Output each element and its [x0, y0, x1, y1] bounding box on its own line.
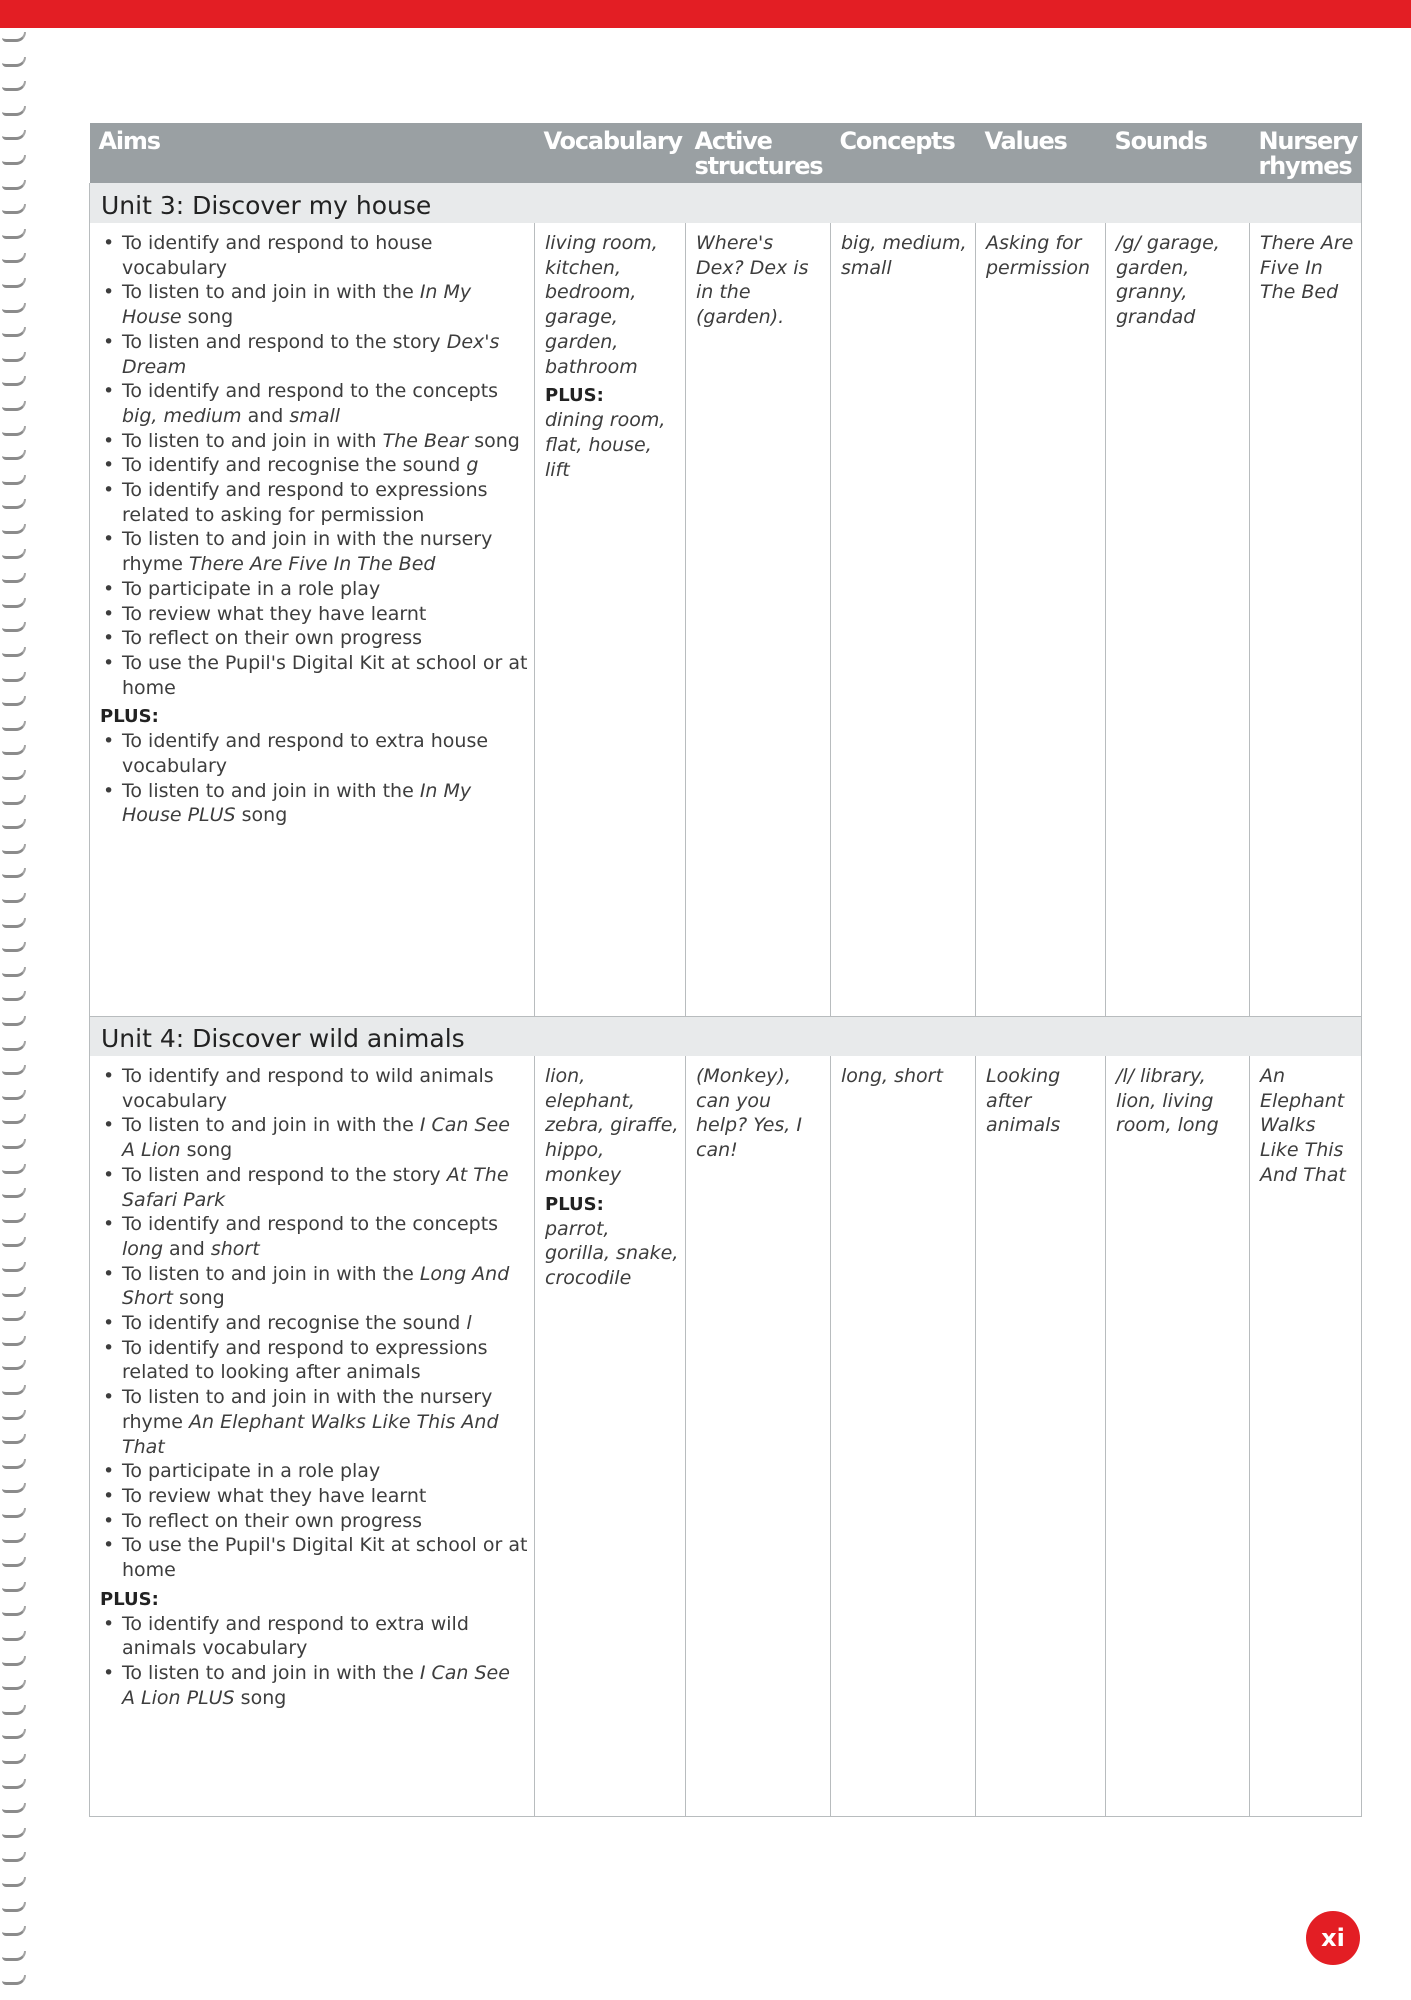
header-sounds: Sounds: [1106, 123, 1250, 183]
aim-text: To review what they have learnt: [122, 602, 427, 625]
aim-item: [100, 729, 528, 778]
aim-text: To listen to and join in with the nursery rhyme: [122, 1386, 493, 1433]
aim-item: [100, 1459, 528, 1484]
spiral-coil: [2, 229, 26, 239]
spiral-coil: [2, 1360, 26, 1370]
aim-item: [100, 1262, 528, 1311]
vocabulary-cell: [535, 1056, 686, 1816]
spiral-coil: [2, 598, 26, 608]
aim-text: To use the Pupil's Digital Kit at school or at home: [122, 1534, 528, 1582]
header-aims: Aims: [90, 123, 535, 183]
aim-text: To listen to and join in with the: [122, 1114, 420, 1137]
aim-text: To listen to and join in with the: [122, 1662, 420, 1685]
spiral-coil: [2, 745, 26, 755]
aim-title-text: The Bear: [382, 429, 469, 452]
aim-title-text: At The Safari Park: [122, 1163, 509, 1211]
aim-item: [100, 1163, 528, 1212]
aim-title-text: l: [466, 1312, 472, 1335]
aim-text: To listen to and join in with the: [122, 779, 420, 802]
aim-text: song: [468, 429, 520, 452]
spiral-coil: [2, 1533, 26, 1543]
aim-text: To identify and respond to expressions related to asking for permission: [122, 479, 488, 526]
spiral-coil: [2, 721, 26, 731]
spiral-coil: [2, 1410, 26, 1420]
aims-list: [100, 1064, 528, 1583]
spiral-coil: [2, 1631, 26, 1641]
spiral-coil: [2, 672, 26, 682]
aim-text: To participate in a role play: [122, 1460, 381, 1483]
spiral-coil: [2, 278, 26, 288]
aim-item: [100, 453, 528, 478]
structures-cell: (Monkey), can you help? Yes, I can!: [686, 1056, 831, 1816]
aim-item: [100, 1509, 528, 1534]
unit-content-row: [90, 223, 1362, 1016]
spiral-coil: [2, 1237, 26, 1247]
spiral-coil: [2, 1705, 26, 1715]
aim-title-text: g: [466, 454, 479, 477]
header-nursery-rhymes: Nursery rhymes: [1250, 123, 1362, 183]
spiral-coil: [2, 1779, 26, 1789]
spiral-coil: [2, 1656, 26, 1666]
aim-item: [100, 1311, 528, 1336]
aim-item: [100, 577, 528, 602]
spiral-coil: [2, 1606, 26, 1616]
aim-item: [100, 1064, 528, 1113]
spiral-binding: [0, 28, 34, 2000]
aim-text: song: [181, 306, 234, 329]
aim-text: To reflect on their own progress: [122, 1509, 423, 1532]
spiral-coil: [2, 1090, 26, 1100]
aim-item: [100, 651, 528, 700]
spiral-coil: [2, 1828, 26, 1838]
aims-list: [100, 231, 528, 700]
spiral-coil: [2, 942, 26, 952]
spiral-coil: [2, 1311, 26, 1321]
spiral-coil: [2, 770, 26, 780]
rhymes-cell: There Are Five In The Bed: [1250, 223, 1362, 1016]
plus-label: PLUS:: [100, 1588, 159, 1610]
plus-label: PLUS:: [100, 706, 159, 728]
aim-text: To listen to and join in with the: [122, 281, 420, 304]
unit-title: Unit 4: Discover wild animals: [90, 1016, 1362, 1056]
spiral-coil: [2, 155, 26, 165]
spiral-coil: [2, 524, 26, 534]
spiral-coil: [2, 180, 26, 190]
values-cell: Asking for permission: [976, 223, 1106, 1016]
spiral-coil: [2, 918, 26, 928]
spiral-coil: [2, 622, 26, 632]
aim-item: [100, 1336, 528, 1385]
spiral-coil: [2, 1680, 26, 1690]
aim-text: To identify and recognise the sound: [122, 1312, 467, 1335]
aim-item: [100, 1612, 528, 1661]
spiral-coil: [2, 376, 26, 386]
aim-item: [100, 231, 528, 280]
aim-title-text: I Can See A Lion PLUS: [122, 1662, 510, 1709]
vocabulary-plus-text: dining room, flat, house, lift: [545, 409, 666, 481]
curriculum-table-wrapper: [89, 123, 1361, 1817]
aim-item: [100, 779, 528, 828]
spiral-coil: [2, 401, 26, 411]
aim-text: and: [163, 1237, 211, 1260]
aim-text: To listen to and join in with: [122, 429, 383, 452]
aim-text: To participate in a role play: [122, 577, 381, 600]
aim-title-text: I Can See A Lion: [122, 1114, 510, 1162]
header-values: Values: [976, 123, 1106, 183]
aim-text: song: [235, 804, 288, 827]
spiral-coil: [2, 1557, 26, 1567]
spiral-coil: [2, 1336, 26, 1346]
spiral-coil: [2, 549, 26, 559]
spiral-coil: [2, 475, 26, 485]
aim-item: [100, 626, 528, 651]
aim-title-text: In My House PLUS: [122, 779, 472, 827]
curriculum-table: [89, 123, 1362, 1817]
aim-title-text: long: [122, 1237, 164, 1260]
spiral-coil: [2, 426, 26, 436]
spiral-coil: [2, 1926, 26, 1936]
aim-text: To identify and recognise the sound: [122, 454, 467, 477]
spiral-coil: [2, 499, 26, 509]
unit-title-row: [90, 1016, 1362, 1056]
aim-title-text: small: [289, 404, 341, 427]
spiral-coil: [2, 1852, 26, 1862]
spiral-coil: [2, 204, 26, 214]
spiral-coil: [2, 1385, 26, 1395]
top-red-bar: [0, 0, 1411, 28]
spiral-coil: [2, 1508, 26, 1518]
spiral-coil: [2, 1459, 26, 1469]
spiral-coil: [2, 573, 26, 583]
aim-title-text: short: [210, 1237, 260, 1260]
aim-text: To listen and respond to the story: [122, 330, 447, 353]
spiral-coil: [2, 253, 26, 263]
aim-text: To listen and respond to the story: [122, 1163, 447, 1186]
spiral-coil: [2, 696, 26, 706]
sounds-cell: /l/ library, lion, living room, long: [1106, 1056, 1250, 1816]
spiral-coil: [2, 795, 26, 805]
spiral-coil: [2, 1951, 26, 1961]
header-active-structures: Active structures: [686, 123, 831, 183]
vocabulary-plus-text: parrot, gorilla, snake, crocodile: [545, 1217, 679, 1289]
spiral-coil: [2, 57, 26, 67]
header-vocabulary: Vocabulary: [535, 123, 686, 183]
spiral-coil: [2, 868, 26, 878]
aim-item: [100, 280, 528, 329]
spiral-coil: [2, 967, 26, 977]
unit-content-row: [90, 1056, 1362, 1816]
vocabulary-text: lion, elephant, zebra, giraffe, hippo, monkey: [545, 1065, 679, 1186]
aims-plus-list: [100, 1612, 528, 1711]
spiral-coil: [2, 1902, 26, 1912]
spiral-coil: [2, 844, 26, 854]
aim-text: song: [234, 1686, 287, 1709]
aim-title-text: Dex's Dream: [122, 330, 500, 378]
spiral-coil: [2, 1065, 26, 1075]
spiral-coil: [2, 450, 26, 460]
spiral-coil: [2, 32, 26, 42]
aim-text: To identify and respond to expressions related to looking after animals: [122, 1336, 488, 1384]
aim-text: To reflect on their own progress: [122, 627, 423, 650]
aim-title-text: There Are Five In The Bed: [189, 553, 436, 576]
spiral-coil: [2, 647, 26, 657]
spiral-coil: [2, 106, 26, 116]
aims-cell: [90, 1056, 535, 1816]
vocabulary-text: living room, kitchen, bedroom, garage, garden, bathroom: [545, 232, 658, 378]
header-row: [90, 123, 1362, 183]
concepts-cell: long, short: [831, 1056, 976, 1816]
unit-title-row: [90, 183, 1362, 223]
aims-plus-list: [100, 729, 528, 828]
spiral-coil: [2, 893, 26, 903]
spiral-coil: [2, 1582, 26, 1592]
aim-text: To use the Pupil's Digital Kit at school or at home: [122, 651, 528, 699]
aim-text: To listen to and join in with the: [122, 1262, 420, 1285]
concepts-cell: big, medium, small: [831, 223, 976, 1016]
aim-item: [100, 379, 528, 428]
spiral-coil: [2, 1164, 26, 1174]
spiral-coil: [2, 991, 26, 1001]
header-concepts: Concepts: [831, 123, 976, 183]
aim-item: [100, 1533, 528, 1582]
spiral-coil: [2, 81, 26, 91]
aim-item: [100, 1484, 528, 1509]
rhymes-cell: An Elephant Walks Like This And That: [1250, 1056, 1362, 1816]
plus-label: PLUS:: [545, 385, 604, 407]
spiral-coil: [2, 1287, 26, 1297]
spiral-coil: [2, 130, 26, 140]
structures-cell: Where's Dex? Dex is in the (garden).: [686, 223, 831, 1016]
aim-text: To identify and respond to house vocabulary: [122, 232, 433, 279]
aim-text: To review what they have learnt: [122, 1484, 427, 1507]
spiral-coil: [2, 1213, 26, 1223]
spiral-coil: [2, 1434, 26, 1444]
spiral-coil: [2, 1877, 26, 1887]
aim-text: To identify and respond to the concepts: [122, 1213, 499, 1236]
page-number-badge: xi: [1306, 1911, 1360, 1965]
sounds-cell: /g/ garage, garden, granny, grandad: [1106, 223, 1250, 1016]
spiral-coil: [2, 1188, 26, 1198]
aim-item: [100, 330, 528, 379]
spiral-coil: [2, 303, 26, 313]
aim-item: [100, 602, 528, 627]
aim-item: [100, 478, 528, 527]
spiral-coil: [2, 327, 26, 337]
aim-item: [100, 1385, 528, 1459]
plus-label: PLUS:: [545, 1193, 604, 1215]
vocabulary-cell: [535, 223, 686, 1016]
spiral-coil: [2, 1114, 26, 1124]
aim-item: [100, 429, 528, 454]
spiral-coil: [2, 1262, 26, 1272]
aim-text: To identify and respond to extra house vocabulary: [122, 730, 489, 778]
values-cell: Looking after animals: [976, 1056, 1106, 1816]
aim-text: To identify and respond to extra wild animals vocabulary: [122, 1612, 469, 1660]
aim-title-text: Long And Short: [122, 1262, 510, 1310]
aim-title-text: An Elephant Walks Like This And That: [122, 1410, 499, 1458]
spiral-coil: [2, 1975, 26, 1985]
unit-title: Unit 3: Discover my house: [90, 183, 1362, 223]
aim-title-text: big, medium: [122, 404, 242, 427]
aim-text: To identify and respond to the concepts: [122, 380, 499, 403]
aim-item: [100, 527, 528, 576]
aim-text: To listen to and join in with the nursery rhyme: [122, 528, 493, 576]
aim-item: [100, 1113, 528, 1162]
spiral-coil: [2, 1729, 26, 1739]
spiral-coil: [2, 1483, 26, 1493]
spiral-coil: [2, 1754, 26, 1764]
aims-cell: [90, 223, 535, 1016]
aim-text: song: [173, 1287, 225, 1310]
spiral-coil: [2, 819, 26, 829]
spiral-coil: [2, 1016, 26, 1026]
spiral-coil: [2, 1041, 26, 1051]
aim-text: To identify and respond to wild animals vocabulary: [122, 1065, 494, 1112]
aim-item: [100, 1212, 528, 1261]
aim-text: and: [241, 404, 290, 427]
aim-title-text: In My House: [122, 281, 472, 329]
spiral-coil: [2, 352, 26, 362]
spiral-coil: [2, 1139, 26, 1149]
aim-item: [100, 1661, 528, 1710]
spiral-coil: [2, 1803, 26, 1813]
aim-text: song: [180, 1139, 233, 1162]
